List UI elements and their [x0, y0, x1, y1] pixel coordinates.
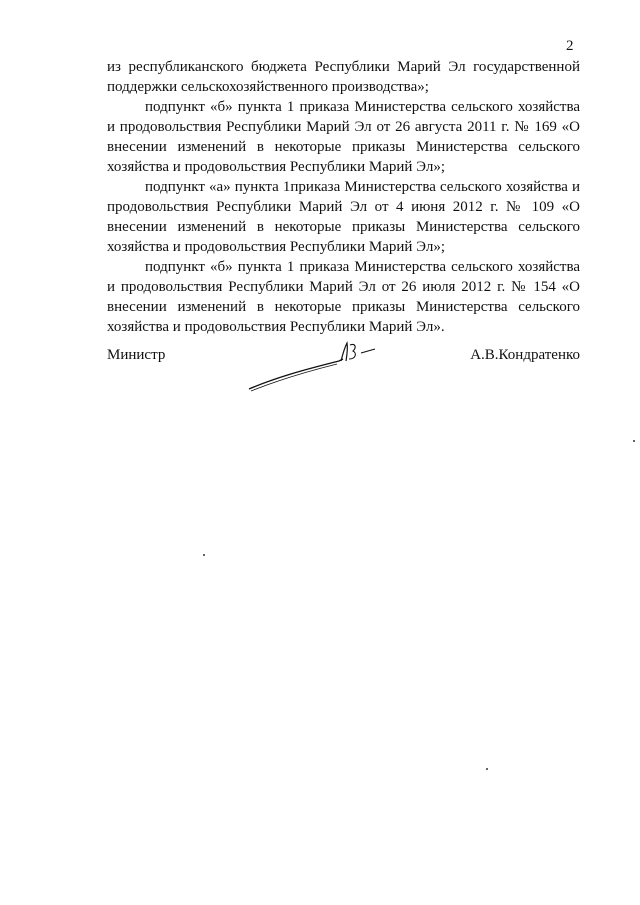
- signatory-name: А.В.Кондратенко: [470, 347, 580, 363]
- scan-speck: [203, 554, 205, 556]
- scan-speck: [486, 768, 488, 770]
- handwritten-signature: [247, 339, 387, 399]
- paragraph: подпункт «б» пункта 1 приказа Министерства сельского хозяйства и продовольствия Республики Марий Эл от 26 июля 2012 г. № 154 «О внесении изменений в некоторые приказы Министерства сельского хозяйства и продовольствия Республики Марий Эл».: [107, 259, 580, 335]
- paragraph: подпункт «б» пункта 1 приказа Министерства сельского хозяйства и продовольствия Республики Марий Эл от 26 августа 2011 г. № 169 «О внесении изменений в некоторые приказы Министерства сельского хозяйства и продовольствия Республики Марий Эл»;: [107, 99, 580, 175]
- signatory-role: Министр: [107, 347, 166, 363]
- page-number: 2: [566, 38, 574, 54]
- paragraph: из республиканского бюджета Республики Марий Эл государственной поддержки сельскохозяйственного производства»;: [107, 59, 580, 95]
- paragraph: подпункт «а» пункта 1приказа Министерства сельского хозяйства и продовольствия Республики Марий Эл от 4 июня 2012 г. № 109 «О внесении изменений в некоторые приказы Министерства сельского хозяйства и продовольствия Республики Марий Эл»;: [107, 179, 580, 255]
- signature-block: [107, 347, 580, 407]
- scan-speck: [633, 440, 635, 442]
- body-text: [107, 57, 580, 337]
